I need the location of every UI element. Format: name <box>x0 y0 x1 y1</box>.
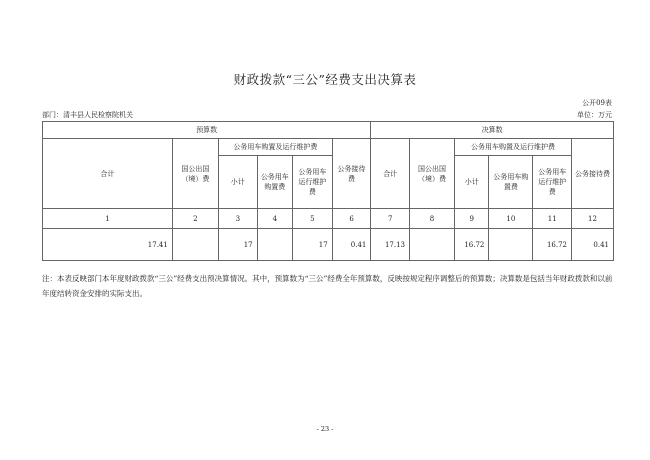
budget-vehicle-group-header: 公务用车购置及运行维护费 <box>218 139 332 156</box>
actual-total-value: 17.13 <box>371 229 410 261</box>
actual-vehicle-group-header: 公务用车购置及运行维护费 <box>455 139 572 156</box>
actual-vehicle-purchase-value <box>489 229 533 261</box>
col-number: 8 <box>410 209 455 229</box>
budget-abroad-header: 国公出国（境）费 <box>172 139 218 209</box>
header-row-1 <box>43 122 614 139</box>
budget-vehicle-purchase-value <box>257 229 292 261</box>
footnote: 注：本表反映部门本年度财政拨款“三公”经费支出预决算情况。其中，预算数为“三公”经费全年预算数，反映按规定程序调整后的预算数；决算数是包括当年财政拨款和以前年度结转资金安排的实际支出。 <box>42 274 613 298</box>
col-number: 9 <box>455 209 489 229</box>
budget-reception-header: 公务接待费 <box>332 139 371 209</box>
actual-abroad-header: 国公出国（境）费 <box>410 139 455 209</box>
actual-header: 决算数 <box>371 122 614 139</box>
budget-header: 预算数 <box>43 122 371 139</box>
col-number: 4 <box>257 209 292 229</box>
actual-vehicle-purchase-header: 公务用车购置费 <box>489 156 533 209</box>
budget-subtotal-header: 小计 <box>218 156 257 209</box>
expense-table <box>42 121 614 261</box>
actual-subtotal-header: 小计 <box>455 156 489 209</box>
data-row <box>43 229 614 261</box>
col-number: 12 <box>572 209 614 229</box>
header-row-2 <box>43 139 614 156</box>
budget-vehicle-operation-value: 17 <box>293 229 333 261</box>
col-number: 3 <box>218 209 257 229</box>
actual-abroad-value <box>410 229 455 261</box>
column-number-row <box>43 209 614 229</box>
actual-reception-value: 0.41 <box>572 229 614 261</box>
col-number: 1 <box>43 209 173 229</box>
form-number: 公开09表 <box>582 99 612 107</box>
document-title: 财政拨款“三公”经费支出决算表 <box>233 72 417 87</box>
budget-reception-value: 0.41 <box>332 229 371 261</box>
col-number: 6 <box>332 209 371 229</box>
budget-vehicle-purchase-header: 公务用车购置费 <box>257 156 292 209</box>
col-number: 5 <box>293 209 333 229</box>
actual-vehicle-operation-header: 公务用车运行维护费 <box>533 156 572 209</box>
department-label: 部门：清丰县人民检察院机关 <box>42 111 133 119</box>
actual-reception-header: 公务接待费 <box>572 139 614 209</box>
budget-total-value: 17.41 <box>43 229 173 261</box>
col-number: 11 <box>533 209 572 229</box>
budget-abroad-value <box>172 229 218 261</box>
col-number: 7 <box>371 209 410 229</box>
col-number: 2 <box>172 209 218 229</box>
budget-total-header: 合计 <box>43 139 173 209</box>
actual-total-header: 合计 <box>371 139 410 209</box>
unit-label: 单位：万元 <box>577 111 612 119</box>
budget-subtotal-value: 17 <box>218 229 257 261</box>
budget-vehicle-operation-header: 公务用车运行维护费 <box>293 156 333 209</box>
col-number: 10 <box>489 209 533 229</box>
actual-vehicle-operation-value: 16.72 <box>533 229 572 261</box>
page-number: - 23 - <box>316 425 334 433</box>
actual-subtotal-value: 16.72 <box>455 229 489 261</box>
